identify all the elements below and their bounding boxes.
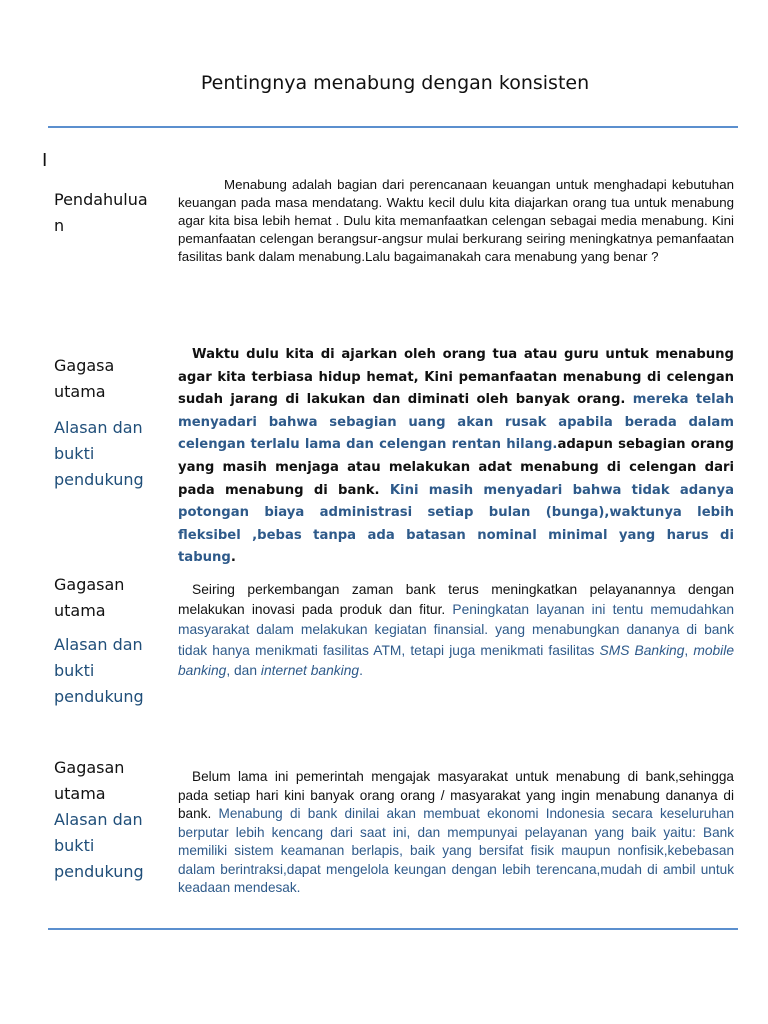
section-2-text-d: Kini masih menyadari bahwa tidak adanya potongan biaya administrasi setiap bulan (bunga),waktunya lebih fleksibel ,bebas tanpa ada batasan nominal minimal yang harus di tabung [178, 482, 734, 566]
section-4-main-label-2: utama [54, 784, 106, 803]
section-3-sep-1: , [684, 642, 694, 658]
intro-label-line-1: Pendahulua [54, 190, 148, 209]
section-3-main-label-2: utama [54, 601, 106, 620]
intro-label-line-2: n [54, 216, 65, 235]
section-3-support-label-1: Alasan dan [54, 635, 143, 654]
section-2-support-label-1: Alasan dan [54, 418, 143, 437]
section-3-main-label-1: Gagasan [54, 575, 125, 594]
section-2-text-a: Waktu dulu kita di ajarkan oleh orang tua atau guru untuk menabung agar kita terbiasa hidup hemat, Kini pemanfaatan menabung di celengan sudah jarang di lakukan dan diminati oleh banyak orang. [178, 347, 734, 408]
section-3-italic-2: mobile banking [178, 642, 734, 678]
section-4-support-label-3: pendukung [54, 862, 144, 881]
section-marker: I [42, 150, 48, 171]
section-2-text-e: . [230, 550, 236, 566]
intro-text: Menabung adalah bagian dari perencanaan keuangan untuk menghadapi kebutuhan keuangan pada masa mendatang. Waktu kecil dulu kita diajarkan orang tua untuk menabung agar kita bisa lebih hemat . Dulu kita memanfaatkan celengan sebagai media menabung. Kini pemanfaatan celengan berangsur-angsur mulai berkurang seiring meningkatnya pemanfaatan fasilitas bank dalam menabung.Lalu bagaimanakah cara menabung yang benar ? [178, 177, 734, 264]
page-title: Pentingnya menabung dengan konsisten [200, 72, 590, 94]
section-4-support-label-2: bukti [54, 836, 95, 855]
section-4-text-a: Belum lama ini pemerintah mengajak masyarakat untuk menabung di bank,sehingga pada setiap hari kini banyak orang orang / masyarakat yang ingin menabung dananya di bank. [178, 769, 734, 821]
section-2-label [54, 353, 166, 493]
section-4-support-label-1: Alasan dan [54, 810, 143, 829]
section-4-text-b: Menabung di bank dinilai akan membuat ekonomi Indonesia secara keseluruhan berputar lebih kencang dari saat ini, dan mempunyai pelayanan yang baik yaitu: Bank memiliki sistem keamanan berlapis, baik yang bersifat fisik maupun nonfisik,kebebasan dalam berintraksi,dapat mengelola keungan dengan lebih terencana,mudah di ambil untuk keadaan mendesak. [178, 806, 735, 895]
section-3-italic-1: SMS Banking [599, 642, 685, 658]
section-3-italic-3: internet banking [260, 662, 360, 678]
section-3-paragraph [178, 580, 734, 681]
intro-paragraph [178, 176, 734, 266]
section-3-support-label-3: pendukung [54, 687, 144, 706]
top-divider [48, 126, 738, 128]
section-3-text-b: Peningkatan layanan ini tentu memudahkan masyarakat dalam melakukan kegiatan finansial. yang menabungkan dananya di bank tidak hanya menikmati fasilitas ATM, tetapi juga menikmati fasilitas [178, 602, 734, 658]
section-2-main-label-2: utama [54, 382, 106, 401]
section-4-paragraph [178, 768, 734, 898]
section-2-support-label-2: bukti [54, 444, 95, 463]
section-4-main-label-1: Gagasan [54, 758, 125, 777]
section-3-label [54, 572, 166, 710]
bottom-divider [48, 928, 738, 930]
section-3-sep-2: , dan [226, 662, 261, 678]
section-2-paragraph [178, 344, 734, 570]
section-2-support-label-3: pendukung [54, 470, 144, 489]
section-3-support-label-2: bukti [54, 661, 95, 680]
section-4-label [54, 755, 166, 885]
section-2-main-label-1: Gagasa [54, 356, 115, 375]
section-2-text-b: mereka telah menyadari bahwa sebagian uang akan rusak apabila berada dalam celengan terlalu lama dan celengan rentan hilang. [178, 392, 734, 453]
section-2-text-c: adapun sebagian orang yang masih menjaga atau melakukan adat menabung di celengan dari pada menabung di bank. [178, 437, 734, 498]
intro-label [54, 187, 166, 239]
section-3-text-a: Seiring perkembangan zaman bank terus meningkatkan pelayanannya dengan melakukan inovasi pada produk dan fitur. [178, 582, 734, 618]
section-3-end: . [359, 662, 363, 678]
